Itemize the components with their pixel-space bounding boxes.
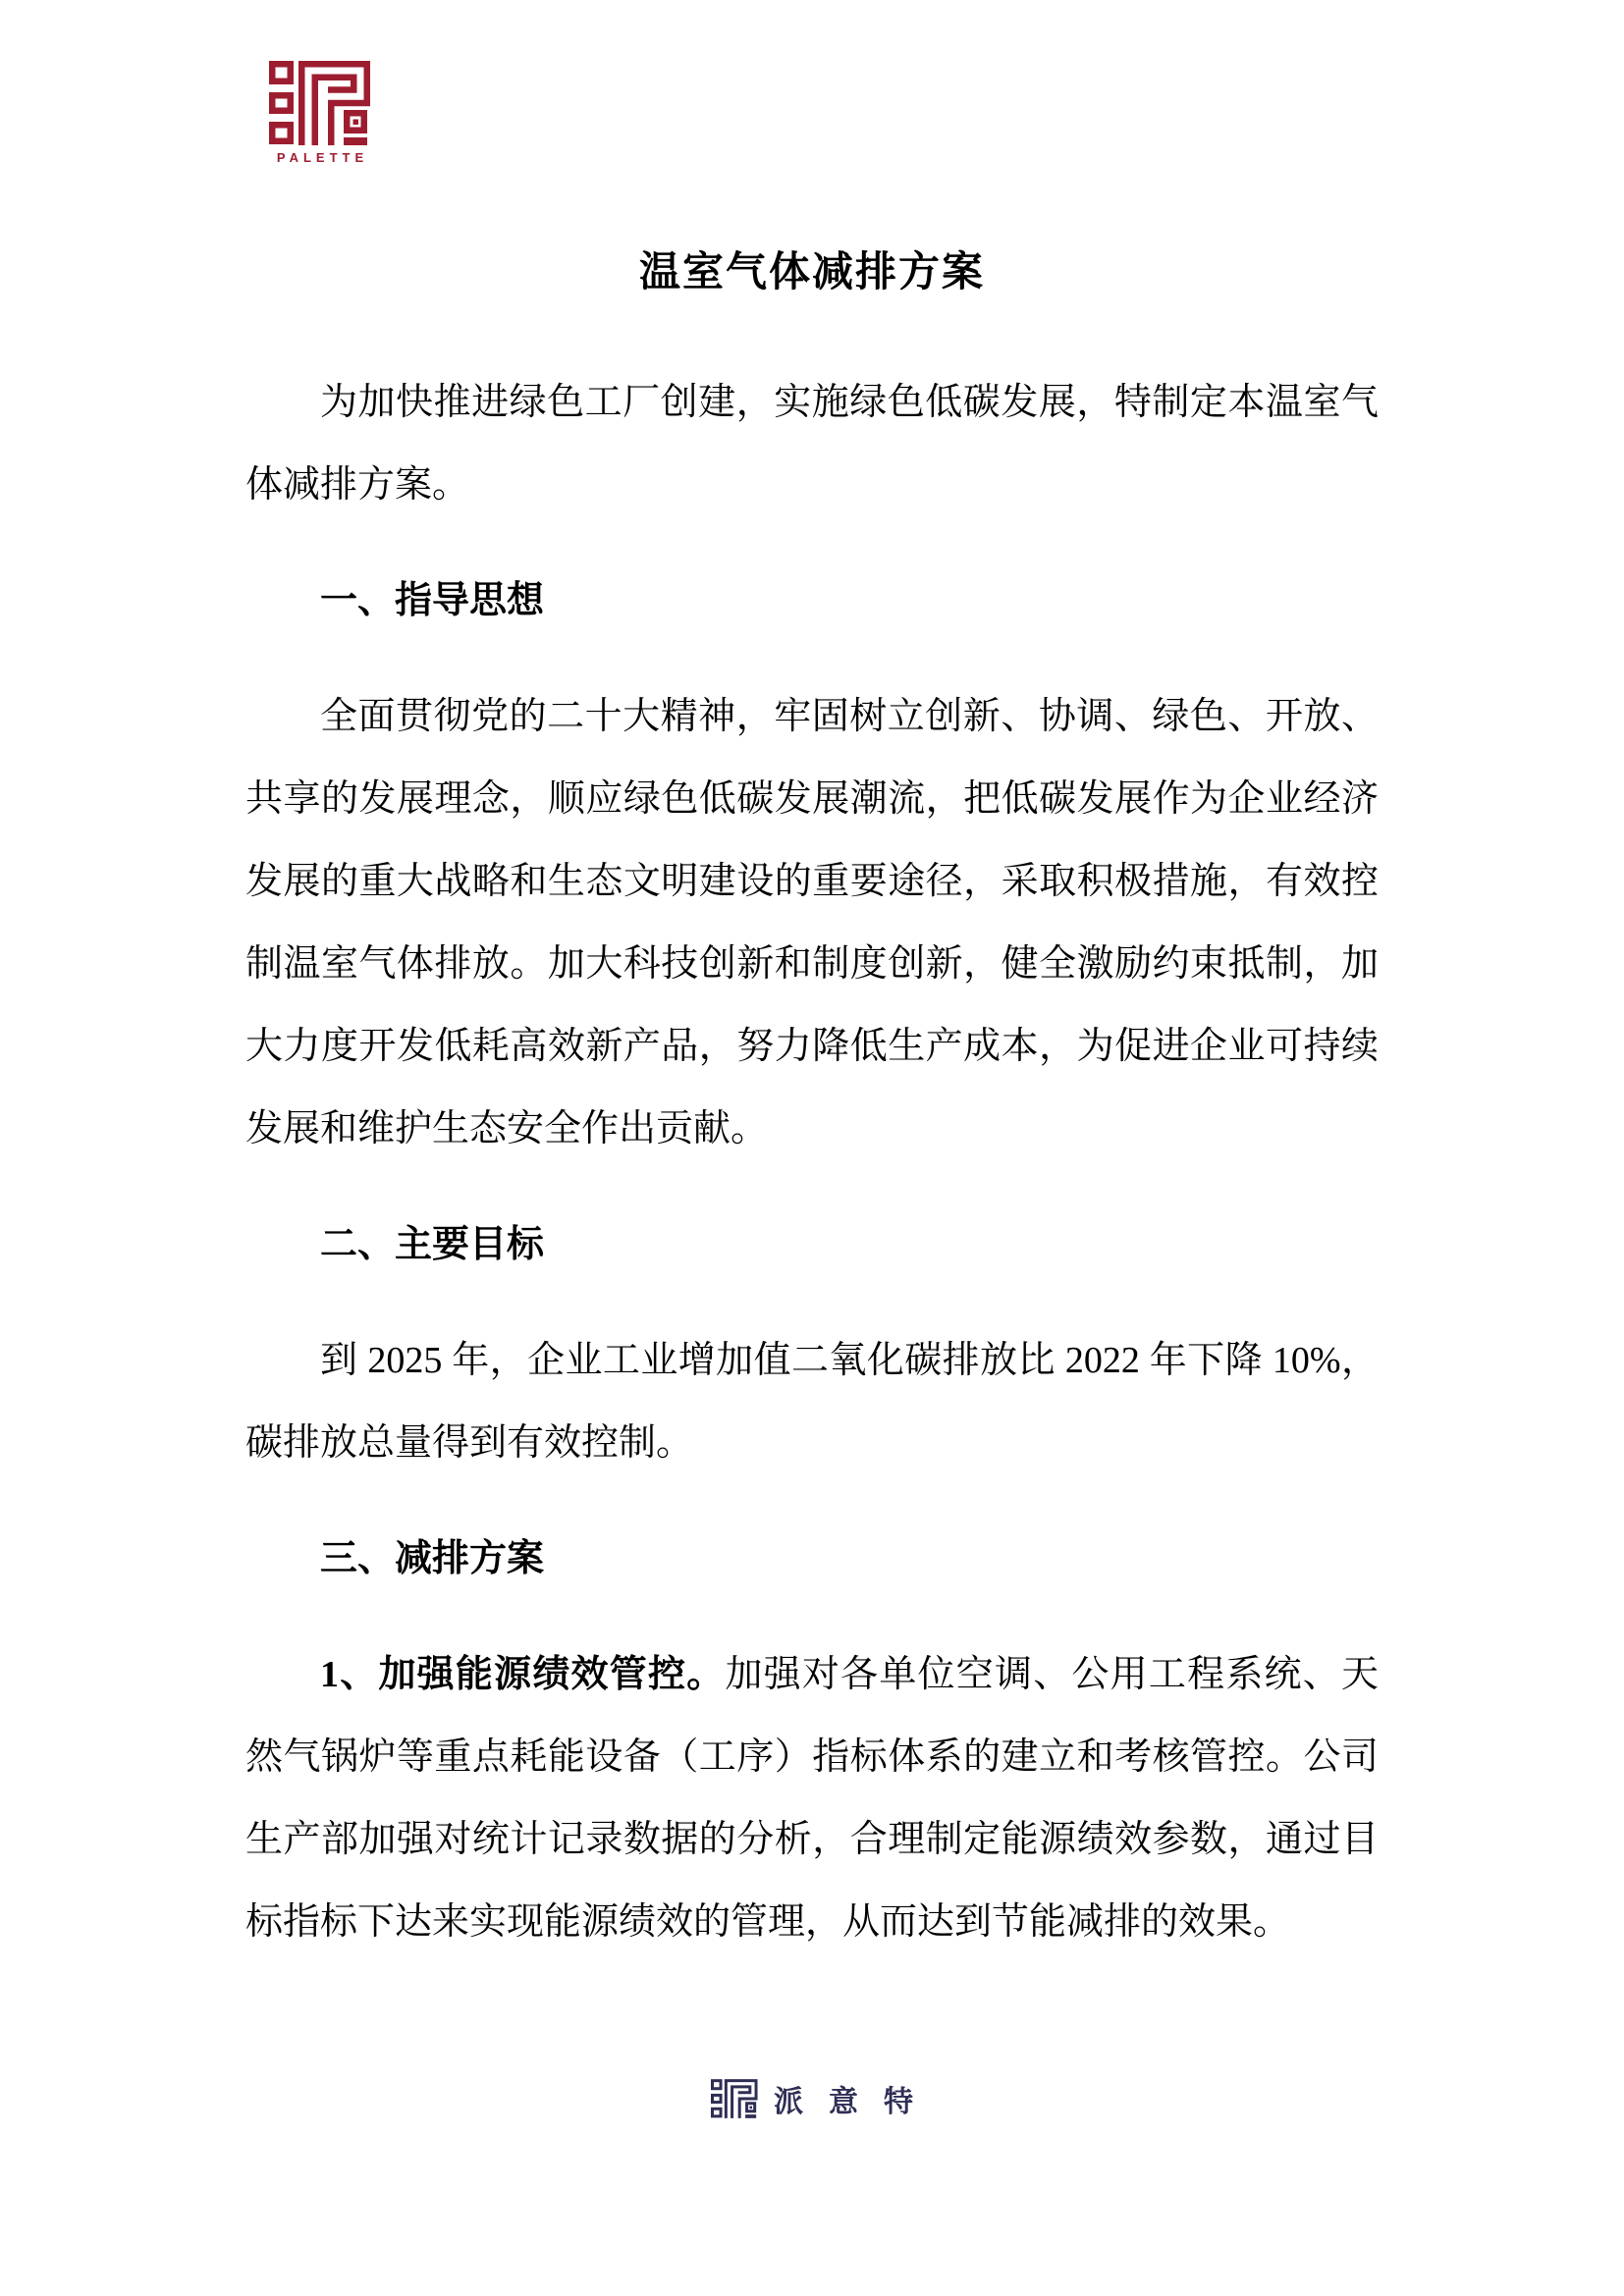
section-heading-1: 一、指导思想 — [320, 580, 545, 621]
header-brand-wordmark: PALETTE — [276, 150, 369, 165]
footer-brand-text: 派意特 — [774, 2086, 939, 2118]
section-heading-3: 三、减排方案 — [320, 1538, 545, 1579]
item-lead-bold: 1、加强能源绩效管控。 — [320, 1654, 726, 1695]
document-content — [245, 232, 1379, 1997]
section-2-paragraph: 到 2025 年，企业工业增加值二氧化碳排放比 2022 年下降 10%，碳排放总量得到有效控制。 — [245, 1340, 1379, 1464]
section-heading-2: 二、主要目标 — [320, 1224, 545, 1265]
intro-paragraph: 为加快推进绿色工厂创建，实施绿色低碳发展，特制定本温室气体减排方案。 — [245, 382, 1379, 506]
palette-maze-logo-icon — [269, 61, 371, 145]
section-1-paragraph: 全面贯彻党的二十大精神，牢固树立创新、协调、绿色、开放、共享的发展理念，顺应绿色低碳发展潮流，把低碳发展作为企业经济发展的重大战略和生态文明建设的重要途径，采取积极措施，有效控制温室气体排放。加大科技创新和制度创新，健全激励约束抵制，加大力度开发低耗高效新产品，努力降低生产成本，为促进企业可持续发展和维护生态安全作出贡献。 — [245, 696, 1379, 1149]
footer-logo — [0, 2077, 1624, 2120]
header-logo — [268, 61, 372, 165]
paiyite-maze-logo-icon — [711, 2079, 758, 2118]
section-3-item-1 — [245, 1633, 1379, 1963]
item-text: 加强对各单位空调、公用工程系统、天然气锅炉等重点耗能设备（工序）指标体系的建立和考核管控。公司生产部加强对统计记录数据的分析，合理制定能源绩效参数，通过目标指标下达来实现能源绩效的管理，从而达到节能减排的效果。 — [245, 1654, 1379, 1943]
document-title: 温室气体减排方案 — [638, 250, 985, 295]
